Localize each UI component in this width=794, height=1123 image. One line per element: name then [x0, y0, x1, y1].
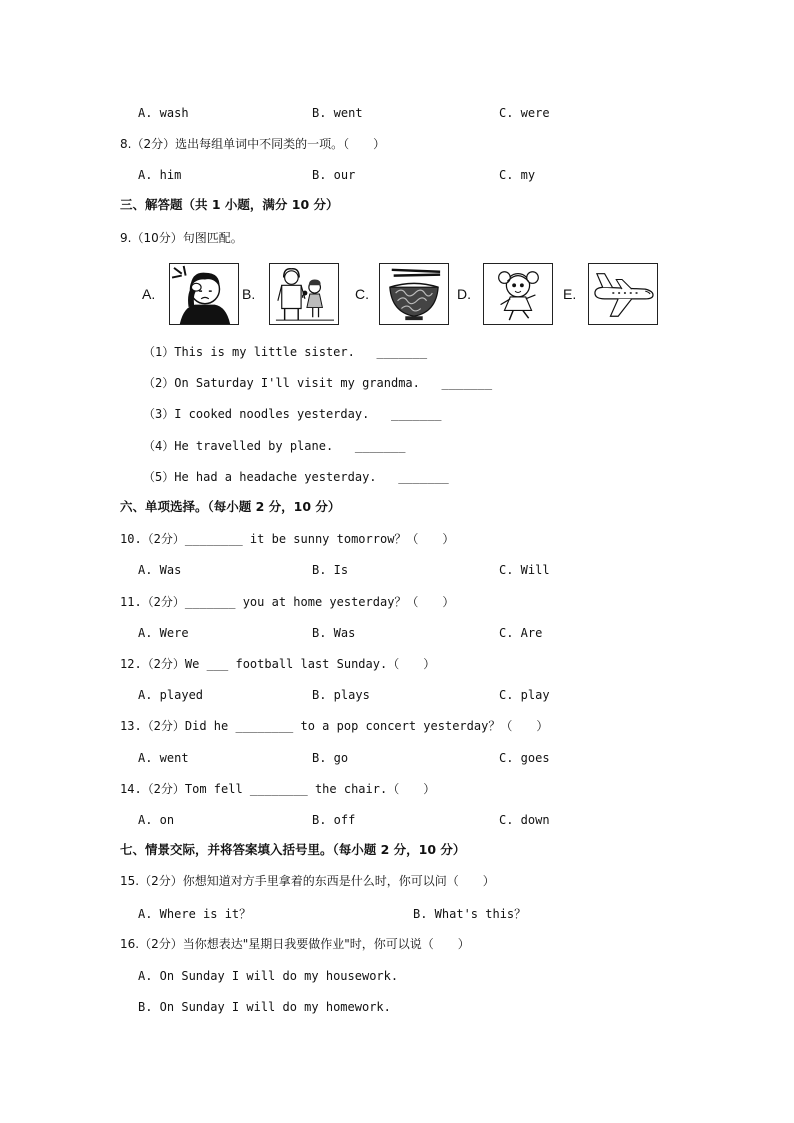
q11-option-c[interactable]: C. Are: [499, 626, 543, 640]
q10-option-c[interactable]: C. Will: [499, 563, 550, 577]
q16-question: 16.（2分）当你想表达"星期日我要做作业"时，你可以说（ ）: [120, 937, 470, 951]
section-7-heading: 七、情景交际，并将答案填入括号里。（每小题 2 分，10 分）: [120, 842, 466, 857]
q16-option-b[interactable]: B. On Sunday I will do my homework.: [138, 1000, 391, 1014]
q11-question: 11.（2分）_______ you at home yesterday？（ ）: [120, 595, 455, 609]
q15-question: 15.（2分）你想知道对方手里拿着的东西是什么时，你可以问（ ）: [120, 874, 495, 888]
picture-e-plane: [588, 263, 658, 325]
q10-option-a[interactable]: A. Was: [138, 563, 182, 577]
q14-option-a[interactable]: A. on: [138, 813, 175, 827]
q8-option-c[interactable]: C. my: [499, 168, 536, 182]
q12-option-a[interactable]: A. played: [138, 688, 204, 702]
q9-item-3: （3）I cooked noodles yesterday. _______: [143, 407, 442, 421]
picture-d-little-girl: [483, 263, 553, 325]
picture-label-d: D.: [457, 286, 471, 302]
q14-option-c[interactable]: C. down: [499, 813, 550, 827]
q9-item-2: （2）On Saturday I'll visit my grandma. _______: [143, 376, 493, 390]
q10-question: 10.（2分）________ it be sunny tomorrow？（ ）: [120, 532, 455, 546]
picture-label-e: E.: [563, 286, 577, 302]
q9-question: 9.（10分）句图匹配。: [120, 231, 243, 245]
q8-question: 8.（2分）选出每组单词中不同类的一项。（ ）: [120, 137, 386, 151]
sisters-icon: [270, 264, 338, 324]
section-6-heading: 六、单项选择。（每小题 2 分，10 分）: [120, 499, 341, 514]
q9-item-4: （4）He travelled by plane. _______: [143, 439, 406, 453]
q8-option-b[interactable]: B. our: [312, 168, 356, 182]
q14-question: 14.（2分）Tom fell ________ the chair.（ ）: [120, 782, 436, 796]
q16-option-a[interactable]: A. On Sunday I will do my housework.: [138, 969, 399, 983]
q7-option-c[interactable]: C. were: [499, 106, 550, 120]
headache-boy-icon: [170, 264, 238, 324]
q13-option-a[interactable]: A. went: [138, 751, 189, 765]
q14-option-b[interactable]: B. off: [312, 813, 356, 827]
q15-option-a[interactable]: A. Where is it？: [138, 907, 252, 921]
q7-option-b[interactable]: B. went: [312, 106, 363, 120]
q15-option-b[interactable]: B. What's this？: [413, 907, 527, 921]
q13-question: 13.（2分）Did he ________ to a pop concert yesterday？（ ）: [120, 719, 549, 733]
q9-item-5: （5）He had a headache yesterday. _______: [143, 470, 449, 484]
q12-option-c[interactable]: C. play: [499, 688, 550, 702]
q13-option-c[interactable]: C. goes: [499, 751, 550, 765]
q8-option-a[interactable]: A. him: [138, 168, 182, 182]
picture-c-noodles: [379, 263, 449, 325]
picture-label-c: C.: [355, 286, 369, 302]
q7-option-a[interactable]: A. wash: [138, 106, 189, 120]
noodles-bowl-icon: [380, 264, 448, 324]
section-3-heading: 三、解答题（共 1 小题，满分 10 分）: [120, 197, 339, 212]
q12-option-b[interactable]: B. plays: [312, 688, 370, 702]
picture-b-sisters: [269, 263, 339, 325]
q11-option-a[interactable]: A. Were: [138, 626, 189, 640]
little-girl-icon: [484, 264, 552, 324]
airplane-icon: [589, 264, 657, 324]
q13-option-b[interactable]: B. go: [312, 751, 349, 765]
picture-label-b: B.: [242, 286, 256, 302]
q10-option-b[interactable]: B. Is: [312, 563, 349, 577]
picture-a-headache-boy: [169, 263, 239, 325]
picture-label-a: A.: [142, 286, 156, 302]
q11-option-b[interactable]: B. Was: [312, 626, 356, 640]
q12-question: 12.（2分）We ___ football last Sunday.（ ）: [120, 657, 436, 671]
q9-item-1: （1）This is my little sister. _______: [143, 345, 428, 359]
